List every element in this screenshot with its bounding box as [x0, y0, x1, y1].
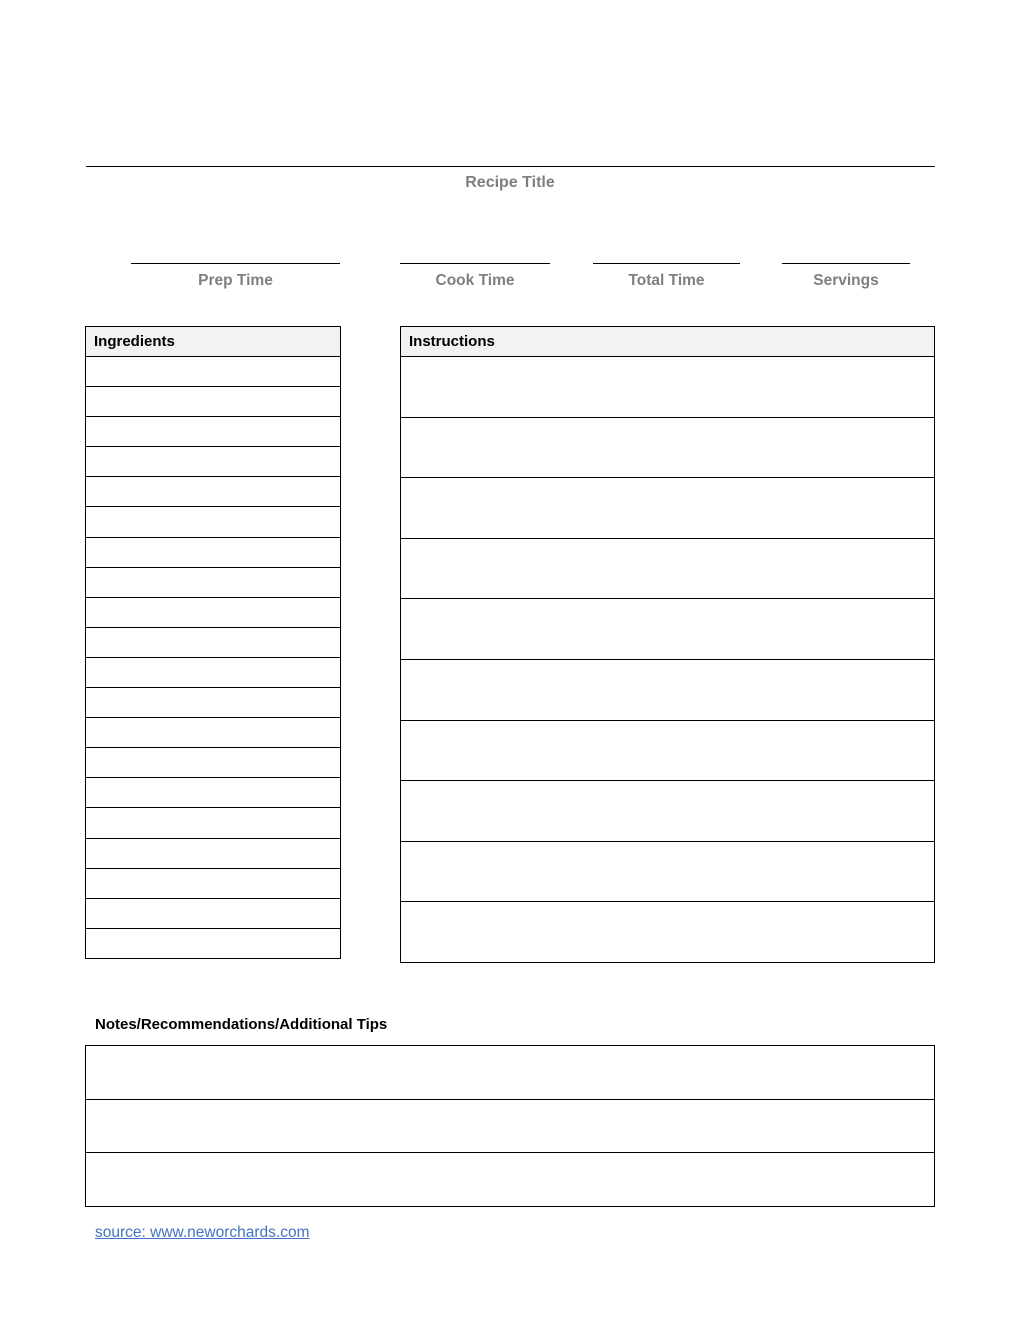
ingredient-row[interactable]: [86, 778, 341, 808]
total-time-line: [593, 263, 740, 264]
ingredients-table: [85, 326, 341, 959]
ingredient-row[interactable]: [86, 748, 341, 778]
ingredient-row[interactable]: [86, 477, 341, 507]
ingredient-row[interactable]: [86, 868, 341, 898]
instruction-row[interactable]: [401, 720, 935, 781]
ingredient-row[interactable]: [86, 898, 341, 928]
ingredient-row[interactable]: [86, 417, 341, 447]
instruction-row[interactable]: [401, 841, 935, 902]
notes-heading: Notes/Recommendations/Additional Tips: [95, 1016, 388, 1033]
ingredient-row[interactable]: [86, 688, 341, 718]
instruction-row[interactable]: [401, 478, 935, 539]
servings-label: Servings: [813, 272, 879, 289]
instruction-row[interactable]: [401, 538, 935, 599]
ingredient-row[interactable]: [86, 838, 341, 868]
ingredient-row[interactable]: [86, 657, 341, 687]
cook-time-line: [400, 263, 550, 264]
instructions-header: Instructions: [401, 327, 935, 357]
instruction-row[interactable]: [401, 659, 935, 720]
instruction-row[interactable]: [401, 781, 935, 842]
servings-field[interactable]: [782, 263, 910, 290]
instruction-row[interactable]: [401, 417, 935, 478]
prep-time-label: Prep Time: [198, 272, 273, 289]
ingredient-row[interactable]: [86, 567, 341, 597]
instruction-row[interactable]: [401, 357, 935, 418]
total-time-field[interactable]: [593, 263, 740, 290]
ingredient-row[interactable]: [86, 507, 341, 537]
ingredient-row[interactable]: [86, 357, 341, 387]
instructions-table: [400, 326, 935, 963]
ingredient-row[interactable]: [86, 627, 341, 657]
prep-time-field[interactable]: [131, 263, 340, 290]
notes-table: [85, 1045, 935, 1207]
total-time-label: Total Time: [628, 272, 705, 289]
ingredient-row[interactable]: [86, 387, 341, 417]
notes-row[interactable]: [86, 1153, 935, 1207]
source-link[interactable]: source: www.neworchards.com: [95, 1224, 310, 1241]
recipe-title[interactable]: Recipe Title: [465, 174, 555, 191]
cook-time-field[interactable]: [400, 263, 550, 290]
ingredients-header: Ingredients: [86, 327, 341, 357]
notes-row[interactable]: [86, 1099, 935, 1153]
ingredient-row[interactable]: [86, 537, 341, 567]
title-rule: [86, 166, 935, 167]
ingredient-row[interactable]: [86, 447, 341, 477]
instruction-row[interactable]: [401, 902, 935, 963]
ingredient-row[interactable]: [86, 718, 341, 748]
instruction-row[interactable]: [401, 599, 935, 660]
ingredient-row[interactable]: [86, 808, 341, 838]
notes-row[interactable]: [86, 1046, 935, 1100]
ingredient-row[interactable]: [86, 928, 341, 958]
cook-time-label: Cook Time: [435, 272, 515, 289]
ingredient-row[interactable]: [86, 597, 341, 627]
servings-line: [782, 263, 910, 264]
prep-time-line: [131, 263, 340, 264]
